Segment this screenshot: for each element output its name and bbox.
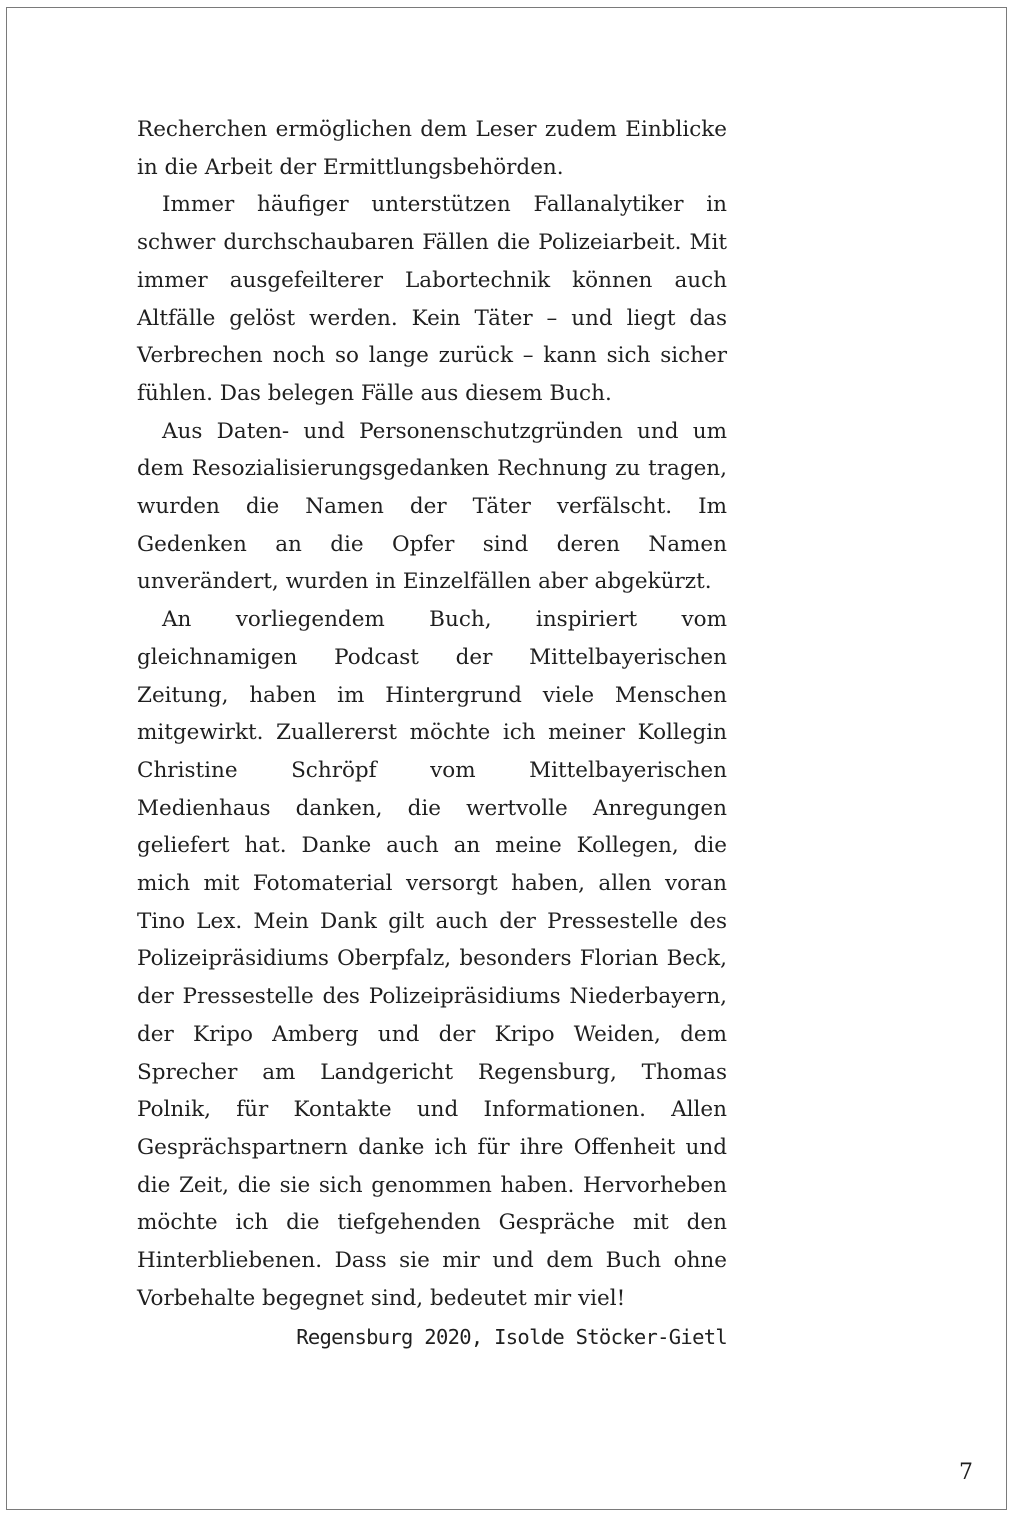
page-number: 7 [959,1460,973,1485]
signature-line: Regensburg 2020, Isolde Stöcker-Gietl [296,1325,727,1349]
paragraph: An vorliegendem Buch, inspiriert vom gleichnamigen Podcast der Mittelbayerischen Zeitung, haben im Hintergrund viele Menschen mitgewirkt. Zuallererst möchte ich meiner Kollegin Christine Schröpf vom Mittelbayerischen Medienhaus danken, die wertvolle Anregungen geliefert hat. Danke auch an meine Kollegen, die mich mit Fotomaterial versorgt haben, allen voran Tino Lex. Mein Dank gilt auch der Pressestelle des Polizeipräsidiums Oberpfalz, besonders Florian Beck, der Pressestelle des Polizeipräsidiums Niederbayern, der Kripo Amberg und der Kripo Weiden, dem Sprecher am Landgericht Regensburg, Thomas Polnik, für Kontakte und Informationen. Allen Gesprächspartnern danke ich für ihre Offenheit und die Zeit, die sie sich genommen haben. Hervorheben möchte ich die tiefgehenden Gespräche mit den Hinterbliebenen. Dass sie mir und dem Buch ohne Vorbehalte begegnet sind, bedeutet mir viel! [137,607,727,1311]
paragraph: Aus Daten- und Personenschutzgründen und um dem Resozialisierungsgedanken Rechnung zu tragen, wurden die Namen der Täter verfälscht. Im Gedenken an die Opfer sind deren Namen unverändert, wurden in Einzelfällen aber abgekürzt. [137,418,727,595]
paragraph: Recherchen ermöglichen dem Leser zudem Einblicke in die Arbeit der Ermittlungsbehörden. [137,117,727,180]
book-page [6,7,1007,1510]
body-text [137,111,727,1318]
paragraph: Immer häufiger unterstützen Fallanalytiker in schwer durchschaubaren Fällen die Polizeiarbeit. Mit immer ausgefeilterer Labortechnik können auch Altfälle gelöst werden. Kein Täter – und liegt das Verbrechen noch so lange zurück – kann sich sicher fühlen. Das belegen Fälle aus diesem Buch. [137,192,727,406]
